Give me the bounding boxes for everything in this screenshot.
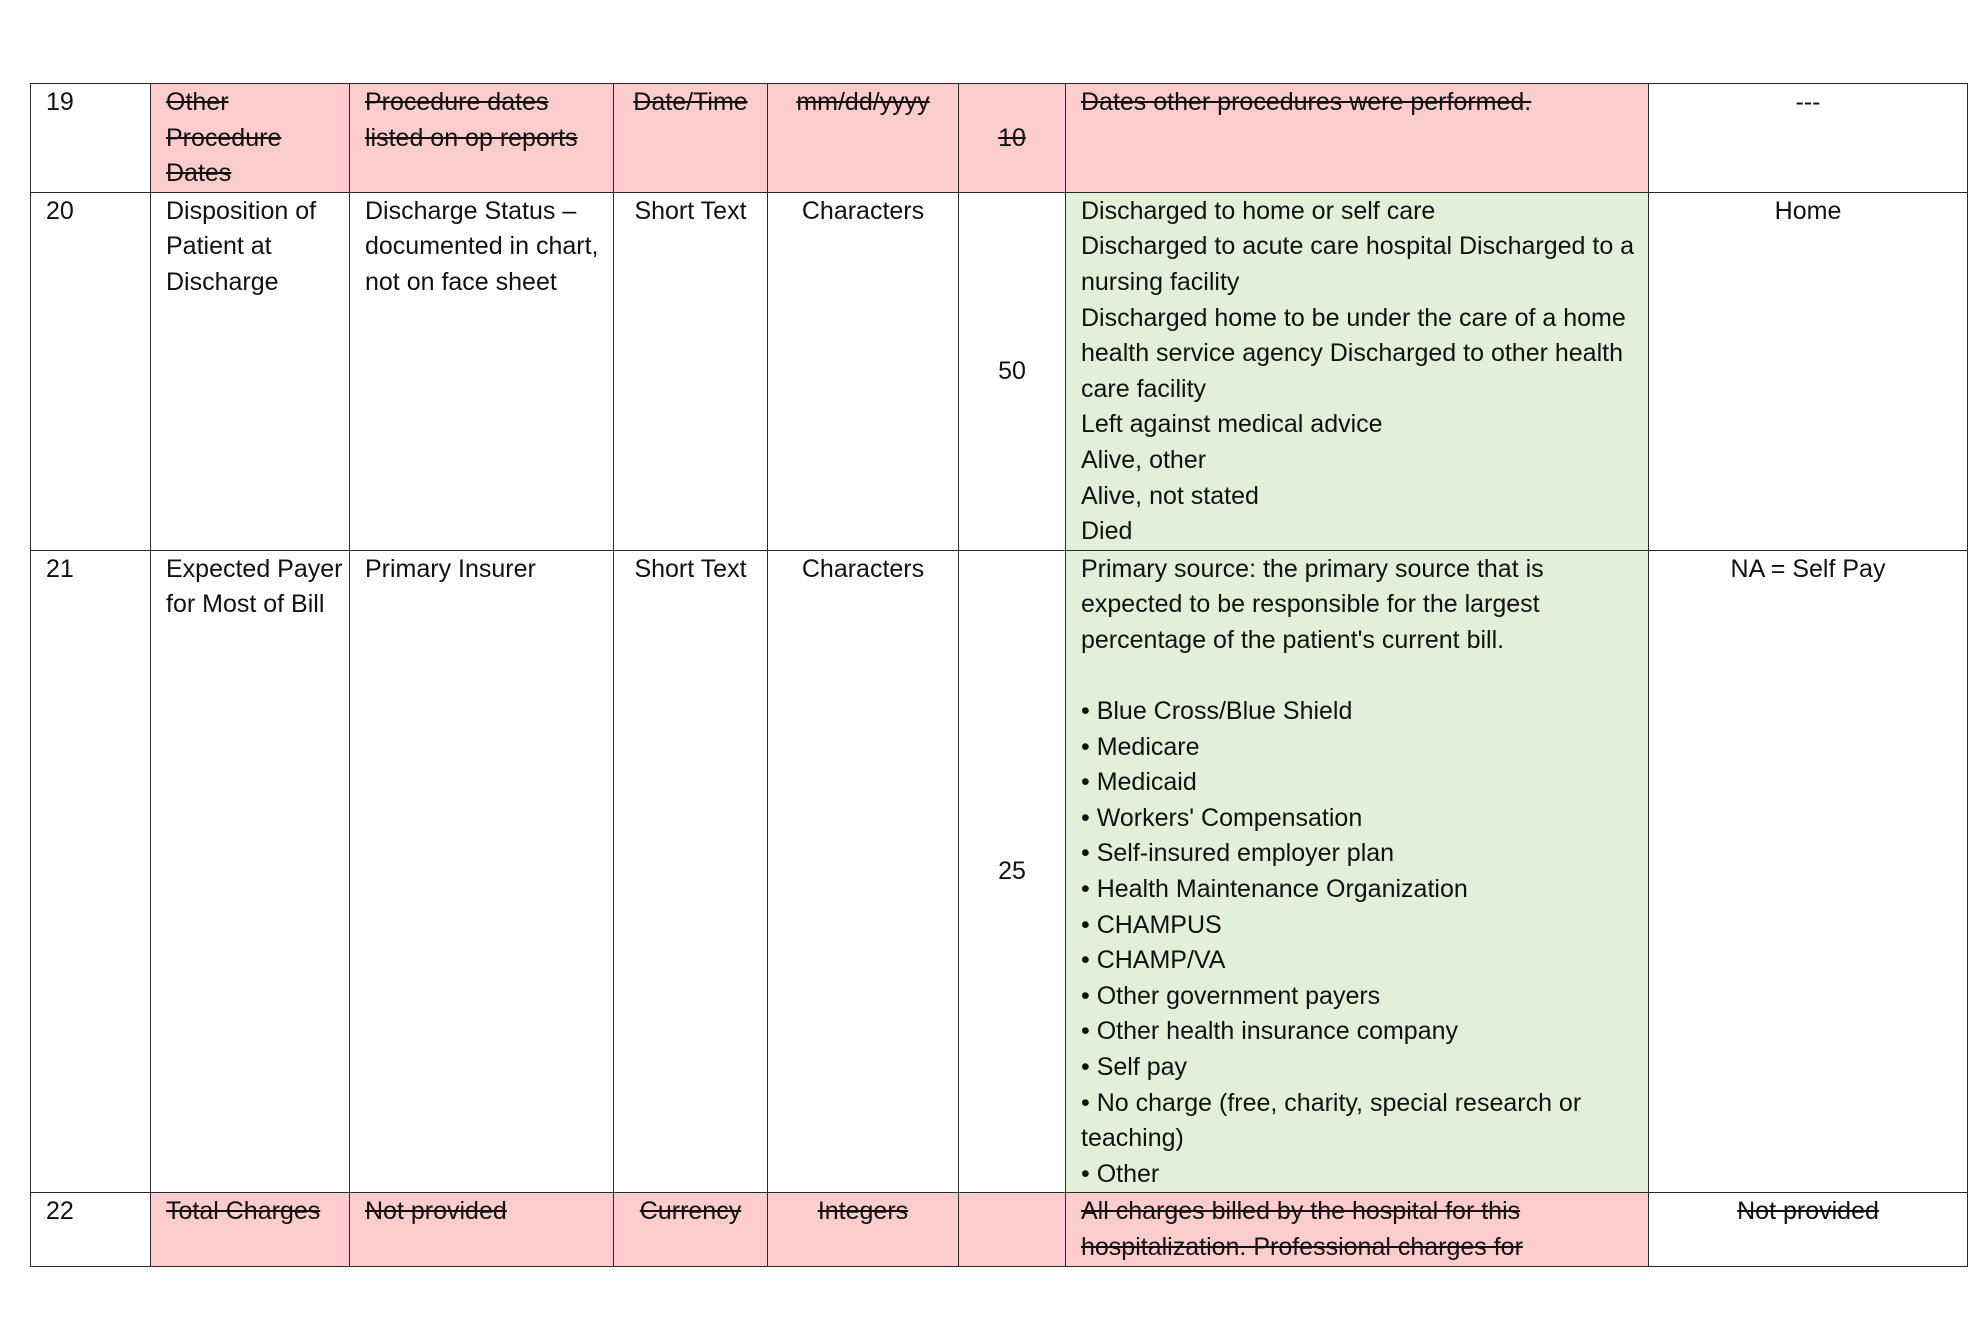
description-cell <box>1066 192 1649 550</box>
data-type-cell: Short Text <box>614 192 768 550</box>
payer-option: • Medicare <box>1081 732 1200 761</box>
value-option: Left against medical advice <box>1081 410 1383 439</box>
payer-option: • Self-insured employer plan <box>1081 839 1395 868</box>
value-option: Alive, other <box>1081 445 1207 474</box>
table-row-22 <box>31 1193 1968 1266</box>
example-cell: Not provided <box>1649 1193 1968 1266</box>
value-option: Alive, not stated <box>1081 481 1259 510</box>
format-cell: Characters <box>768 550 959 1193</box>
data-type-cell: Date/Time <box>614 84 768 193</box>
format-cell: mm/dd/yyyy <box>768 84 959 193</box>
table-row-21 <box>31 550 1968 1193</box>
payer-option: • No charge (free, charity, special research or teaching) <box>1081 1088 1582 1153</box>
data-type-cell: Currency <box>614 1193 768 1266</box>
payer-option: • CHAMPUS <box>1081 910 1222 939</box>
payer-option: • Self pay <box>1081 1053 1188 1082</box>
row-number: 21 <box>31 550 151 1193</box>
payer-option: • CHAMP/VA <box>1081 946 1226 975</box>
payer-option: • Blue Cross/Blue Shield <box>1081 697 1353 726</box>
payer-option: • Workers' Compensation <box>1081 803 1363 832</box>
length-cell: 50 <box>959 192 1066 550</box>
row-number: 22 <box>31 1193 151 1266</box>
example-cell: NA = Self Pay <box>1649 550 1968 1193</box>
length-cell: 10 <box>959 84 1066 193</box>
data-dictionary-table <box>30 83 1968 1267</box>
element-name-cell: Other Procedure Dates <box>151 84 350 193</box>
payer-option: • Health Maintenance Organization <box>1081 875 1468 904</box>
source-cell: Primary Insurer <box>350 550 614 1193</box>
length-cell <box>959 1193 1066 1266</box>
description-cell: Dates other procedures were performed. <box>1066 84 1649 193</box>
format-cell: Integers <box>768 1193 959 1266</box>
value-option: Died <box>1081 517 1133 546</box>
source-cell: Not provided <box>350 1193 614 1266</box>
description-cell: All charges billed by the hospital for this hospitalization. Professional charges for <box>1066 1193 1649 1266</box>
example-cell: Home <box>1649 192 1968 550</box>
data-type-cell: Short Text <box>614 550 768 1193</box>
format-cell: Characters <box>768 192 959 550</box>
table-row-20 <box>31 192 1968 550</box>
example-cell: --- <box>1649 84 1968 193</box>
payer-option: • Other <box>1081 1159 1160 1188</box>
row-number: 19 <box>31 84 151 193</box>
source-cell: Procedure dates listed on op reports <box>350 84 614 193</box>
payer-option: • Other health insurance company <box>1081 1017 1459 1046</box>
description-cell <box>1066 550 1649 1193</box>
element-name-cell: Expected Payer for Most of Bill <box>151 550 350 1193</box>
value-option: Discharged to acute care hospital Discharged to a nursing facility <box>1081 232 1635 296</box>
table-row-19 <box>31 84 1968 193</box>
description-intro: Primary source: the primary source that is expected to be responsible for the largest percentage of the patient's current bill. <box>1081 554 1544 654</box>
payer-option: • Other government payers <box>1081 981 1381 1010</box>
value-option: Discharged to home or self care <box>1081 196 1436 225</box>
element-name-cell: Total Charges <box>151 1193 350 1266</box>
value-option: Discharged home to be under the care of a home health service agency Discharged to other health care facility <box>1081 303 1626 403</box>
row-number: 20 <box>31 192 151 550</box>
payer-option: • Medicaid <box>1081 768 1197 797</box>
element-name-cell: Disposition of Patient at Discharge <box>151 192 350 550</box>
source-cell: Discharge Status – documented in chart, not on face sheet <box>350 192 614 550</box>
length-cell: 25 <box>959 550 1066 1193</box>
